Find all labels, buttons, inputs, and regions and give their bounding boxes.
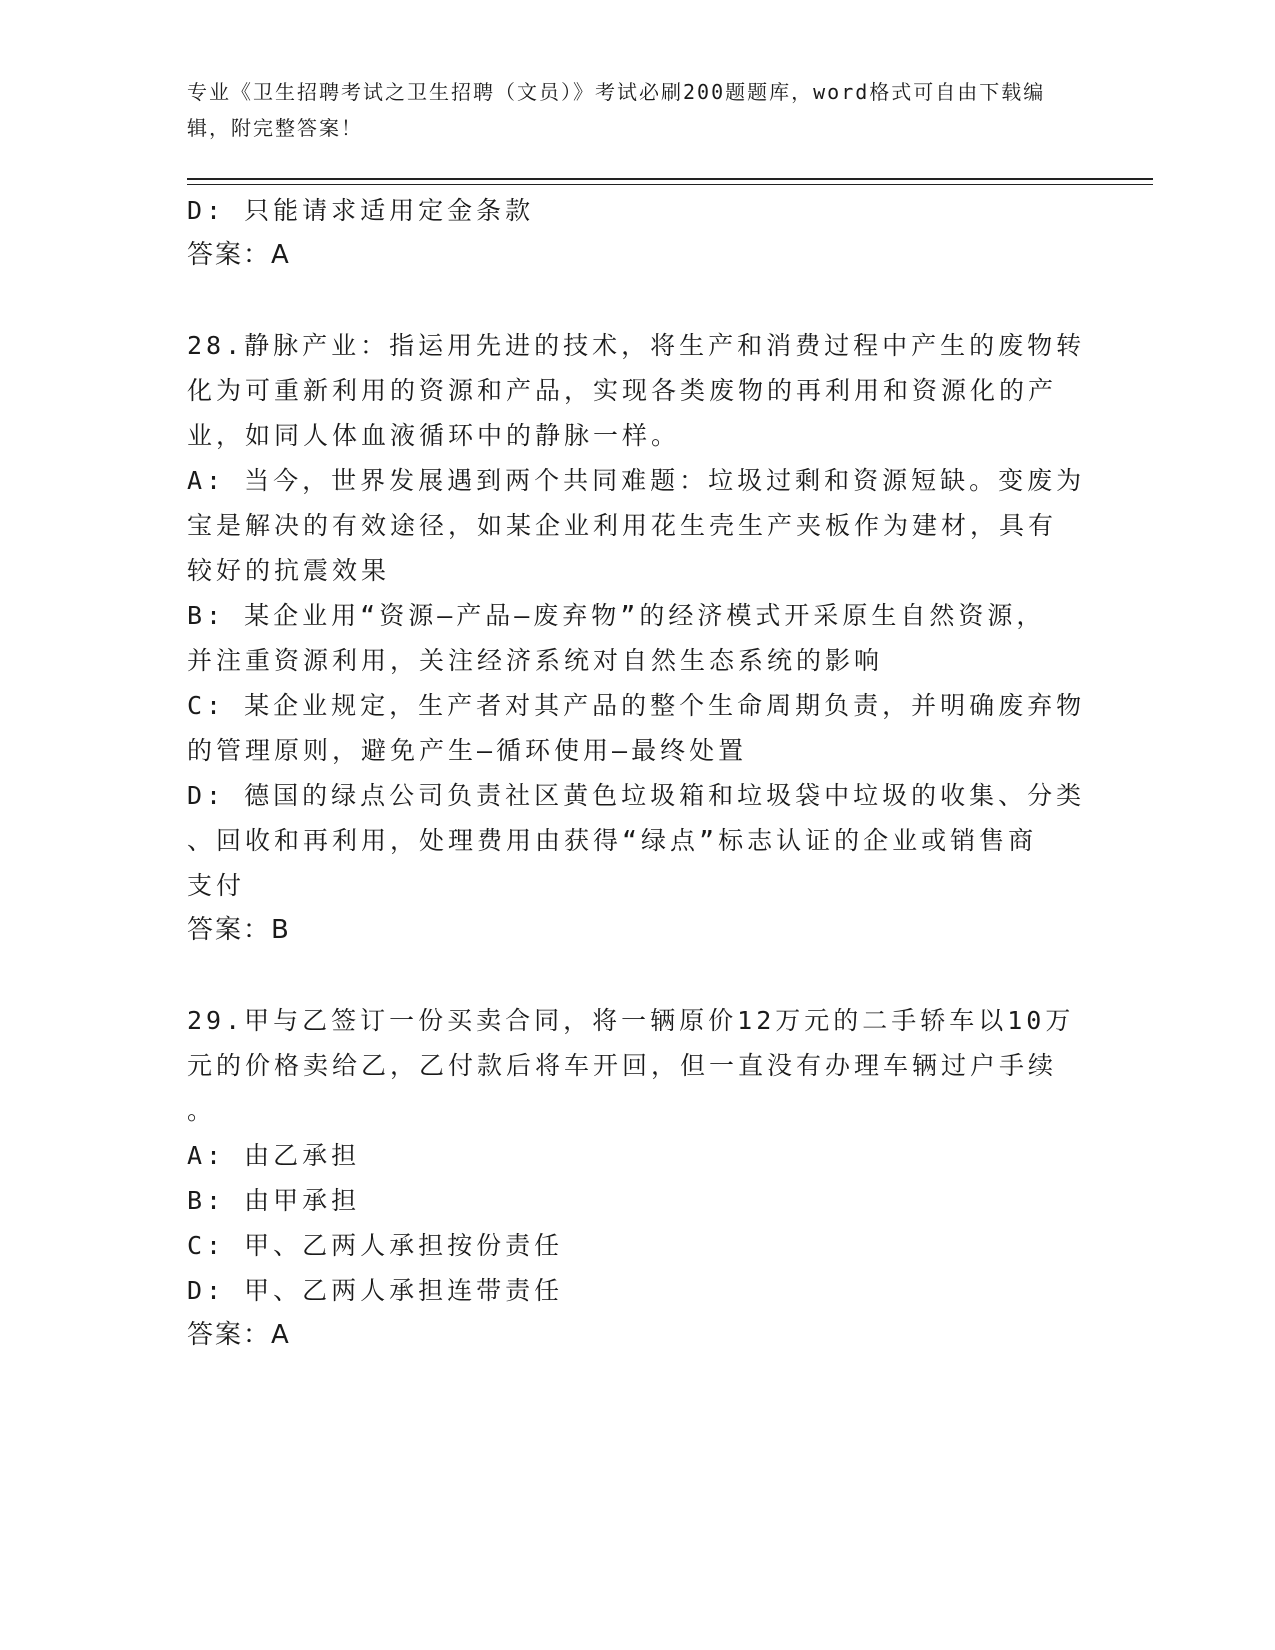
q29-answer: 答案：A bbox=[187, 1320, 291, 1350]
q28-option-b: B: 某企业用“资源—产品—废弃物”的经济模式开采原生自然资源， bbox=[187, 601, 1046, 630]
q29-stem-line: 。 bbox=[187, 1096, 217, 1125]
question-28 bbox=[187, 323, 1087, 953]
q28-option-c: 的管理原则，避免产生—循环使用—最终处置 bbox=[187, 736, 748, 765]
document-header: 专业《卫生招聘考试之卫生招聘（文员）》考试必刷200题题库，word格式可自由下载编辑，附完整答案！ bbox=[187, 80, 1046, 140]
q28-option-a: A: 当今，世界发展遇到两个共同难题：垃圾过剩和资源短缺。变废为 bbox=[187, 466, 1086, 495]
q28-option-c: C: 某企业规定，生产者对其产品的整个生命周期负责，并明确废弃物 bbox=[187, 691, 1086, 720]
q28-option-d: 支付 bbox=[187, 871, 246, 900]
header-divider-thin bbox=[187, 184, 1153, 185]
q28-option-a: 宝是解决的有效途径，如某企业利用花生壳生产夹板作为建材，具有 bbox=[187, 511, 1058, 540]
spacer bbox=[187, 278, 1087, 323]
q28-stem-line: 28.静脉产业：指运用先进的技术，将生产和消费过程中产生的废物转 bbox=[187, 331, 1086, 360]
question-29 bbox=[187, 998, 1087, 1358]
document-body bbox=[187, 188, 1087, 1358]
q29-option-a: A: 由乙承担 bbox=[187, 1141, 361, 1170]
q29-option-d: D: 甲、乙两人承担连带责任 bbox=[187, 1276, 564, 1305]
spacer bbox=[187, 953, 1087, 998]
q28-option-b: 并注重资源利用，关注经济系统对自然生态系统的影响 bbox=[187, 646, 884, 675]
q28-answer: 答案：B bbox=[187, 915, 291, 945]
q28-option-d: 、回收和再利用，处理费用由获得“绿点”标志认证的企业或销售商 bbox=[187, 826, 1038, 855]
prev-answer: 答案：A bbox=[187, 240, 291, 270]
q29-stem-line: 29.甲与乙签订一份买卖合同，将一辆原价12万元的二手轿车以10万 bbox=[187, 1006, 1075, 1035]
prev-option-d: D: 只能请求适用定金条款 bbox=[187, 196, 535, 225]
q29-option-b: B: 由甲承担 bbox=[187, 1186, 361, 1215]
q28-option-d: D: 德国的绿点公司负责社区黄色垃圾箱和垃圾袋中垃圾的收集、分类 bbox=[187, 781, 1086, 810]
q28-option-a: 较好的抗震效果 bbox=[187, 556, 391, 585]
q29-option-c: C: 甲、乙两人承担按份责任 bbox=[187, 1231, 564, 1260]
header-divider-thick bbox=[187, 178, 1153, 180]
q29-stem-line: 元的价格卖给乙，乙付款后将车开回，但一直没有办理车辆过户手续 bbox=[187, 1051, 1058, 1080]
q28-stem-line: 化为可重新利用的资源和产品，实现各类废物的再利用和资源化的产 bbox=[187, 376, 1058, 405]
q28-stem-line: 业，如同人体血液循环中的静脉一样。 bbox=[187, 421, 681, 450]
